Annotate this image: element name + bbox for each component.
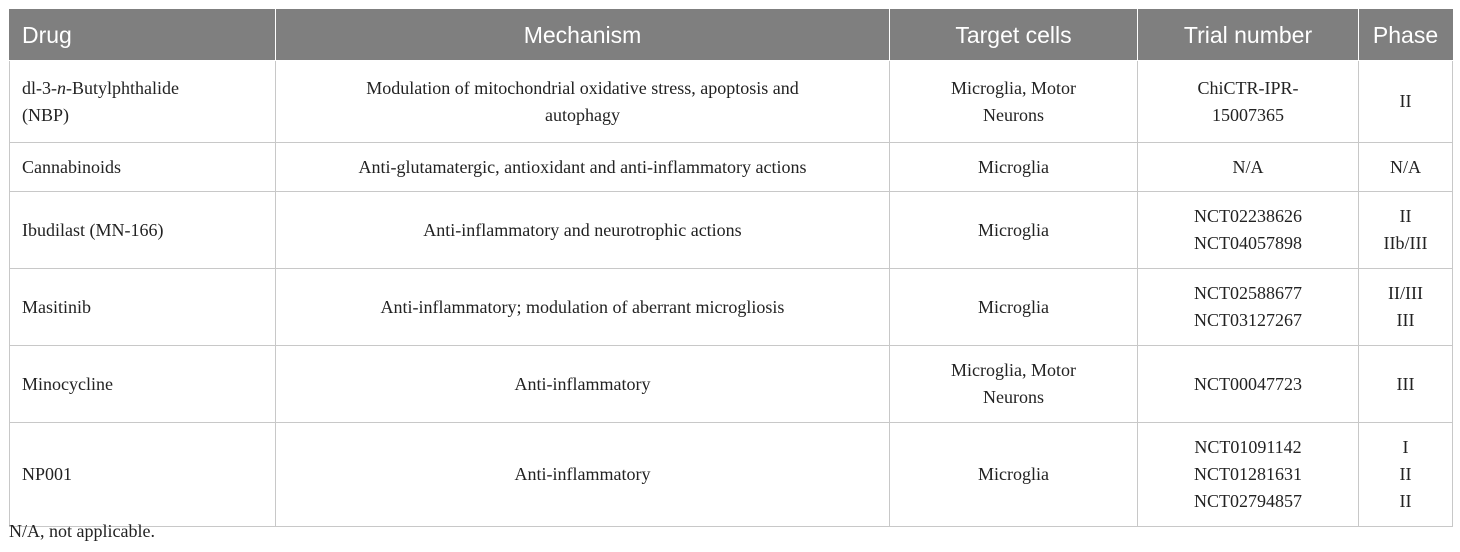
phase-cell: [1359, 61, 1453, 143]
mechanism-cell: [276, 61, 890, 143]
table-row: [10, 61, 1453, 143]
header-drug: Drug: [10, 10, 276, 61]
phase-line: IIb/III: [1383, 233, 1428, 253]
target-line: Neurons: [983, 387, 1044, 407]
drug-cell: NP001: [10, 423, 276, 527]
phase-line: II: [1399, 491, 1412, 511]
table-body: [10, 61, 1453, 527]
target-cells-cell: Microglia: [890, 423, 1138, 527]
trial-line: NCT01281631: [1194, 464, 1302, 484]
phase-line: II: [1399, 91, 1412, 111]
target-line: Neurons: [983, 104, 1044, 125]
target-cells-cell: Microglia: [890, 192, 1138, 269]
mechanism-cell: Anti-inflammatory: [276, 346, 890, 423]
trial-line: NCT04057898: [1194, 233, 1302, 253]
target-cells-cell: [890, 61, 1138, 143]
drug-cell: [10, 61, 276, 143]
table-footnote: N/A, not applicable.: [9, 521, 155, 541]
trial-number-cell: [1138, 423, 1359, 527]
target-cells-cell: Microglia: [890, 143, 1138, 192]
drug-cell: Masitinib: [10, 269, 276, 346]
drug-name-prefix: dl-3-: [22, 77, 57, 98]
table-row: [10, 269, 1453, 346]
phase-line: III: [1396, 310, 1415, 330]
drug-cell: Ibudilast (MN-166): [10, 192, 276, 269]
target-cells-cell: Microglia: [890, 269, 1138, 346]
phase-line: II/III: [1388, 283, 1423, 303]
drug-name-line1: [22, 75, 263, 102]
drug-table-container: [9, 9, 1452, 527]
trial-line: NCT02238626: [1194, 206, 1302, 226]
phase-cell: [1359, 269, 1453, 346]
trial-line: NCT01091142: [1194, 437, 1302, 457]
header-phase: Phase: [1359, 10, 1453, 61]
trial-line: NCT02588677: [1194, 283, 1302, 303]
trial-number-cell: N/A: [1138, 143, 1359, 192]
mechanism-cell: Anti-inflammatory; modulation of aberrant microgliosis: [276, 269, 890, 346]
phase-cell: N/A: [1359, 143, 1453, 192]
header-target-cells: Target cells: [890, 10, 1138, 61]
table-row: [10, 423, 1453, 527]
header-row: [10, 10, 1453, 61]
drug-name-italic: n: [57, 77, 66, 98]
header-trial-number: Trial number: [1138, 10, 1359, 61]
drug-name-suffix: -Butylphthalide: [66, 77, 179, 98]
table-row: [10, 192, 1453, 269]
mechanism-cell: Anti-glutamatergic, antioxidant and anti-inflammatory actions: [276, 143, 890, 192]
phase-line: II: [1399, 206, 1412, 226]
trial-number-cell: [1138, 61, 1359, 143]
table-header: [10, 10, 1453, 61]
phase-cell: [1359, 192, 1453, 269]
trial-line: NCT02794857: [1194, 491, 1302, 511]
drug-cell: Cannabinoids: [10, 143, 276, 192]
phase-cell: [1359, 423, 1453, 527]
drug-table: [9, 9, 1453, 527]
trial-line: 15007365: [1212, 104, 1284, 125]
trial-line: NCT03127267: [1194, 310, 1302, 330]
phase-cell: III: [1359, 346, 1453, 423]
target-line: Microglia, Motor: [951, 360, 1076, 380]
table-row: [10, 143, 1453, 192]
trial-number-cell: [1138, 269, 1359, 346]
trial-number-cell: [1138, 192, 1359, 269]
trial-number-cell: NCT00047723: [1138, 346, 1359, 423]
table-row: [10, 346, 1453, 423]
drug-name-line2: (NBP): [22, 104, 70, 125]
header-mechanism: Mechanism: [276, 10, 890, 61]
mechanism-line: Modulation of mitochondrial oxidative stress, apoptosis and: [366, 77, 799, 98]
drug-cell: Minocycline: [10, 346, 276, 423]
target-cells-cell: [890, 346, 1138, 423]
mechanism-line: autophagy: [545, 104, 620, 125]
trial-line: ChiCTR-IPR-: [1197, 77, 1299, 98]
phase-line: I: [1402, 437, 1409, 457]
mechanism-cell: Anti-inflammatory and neurotrophic actions: [276, 192, 890, 269]
phase-line: II: [1399, 464, 1412, 484]
target-line: Microglia, Motor: [951, 77, 1076, 98]
mechanism-cell: Anti-inflammatory: [276, 423, 890, 527]
